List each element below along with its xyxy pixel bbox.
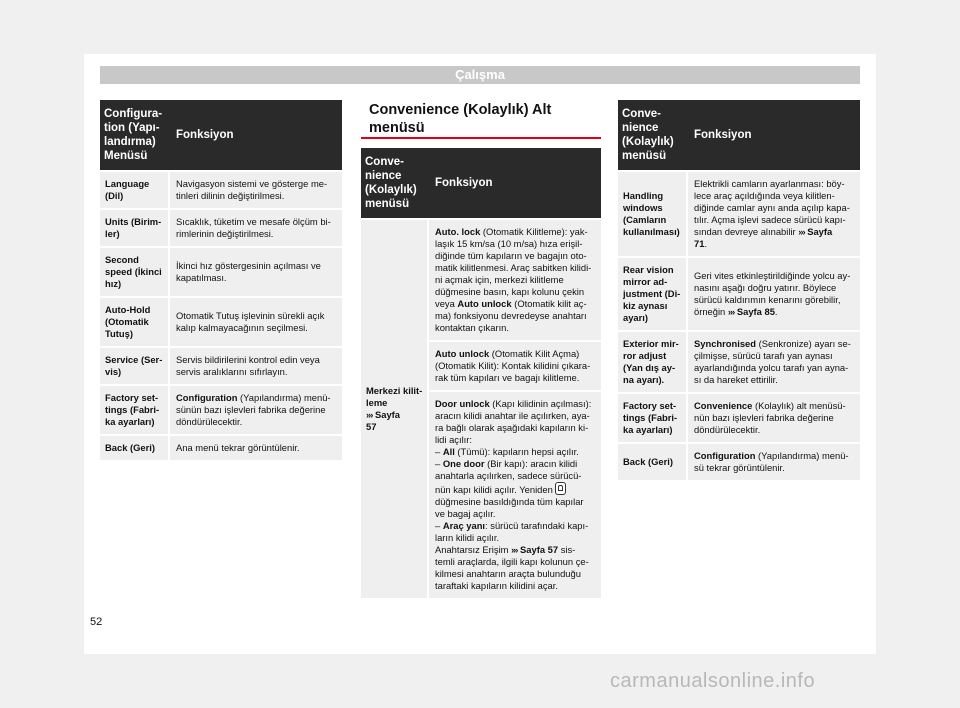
- col-header-menu: Conve- nience (Kolaylık) menüsü: [618, 100, 686, 170]
- row-key: Exterior mir- ror adjust (Yan dış ay- na ayarı).: [618, 332, 686, 392]
- row-key: Service (Ser- vis): [100, 348, 168, 384]
- row-value: Sıcaklık, tüketim ve mesafe ölçüm bi- rimlerinin değiştirilmesi.: [168, 210, 342, 246]
- row-key: Back (Geri): [100, 436, 168, 460]
- table-row: [100, 436, 342, 460]
- page-ref-arrow: ›››: [511, 544, 518, 555]
- auto-unlock-cell: Auto unlock (Otomatik Kilit Açma) (Otomatik Kilit): Kontak kilidini çıkara- rak tüm kapıları ve bagajı kilitleme.: [427, 342, 601, 390]
- row-key: Second speed (İkinci hız): [100, 248, 168, 296]
- watermark: carmanualsonline.info: [610, 670, 816, 692]
- title-underline: [361, 137, 601, 139]
- row-value: Elektrikli camların ayarlanması: böy- lece araç açıldığında veya kilitlen- diğinde camlar aynı anda açılıp kapa- tılır. Açma işlevi sadece sürücü kapı- sından devreye alınabilir ››› Sayfa 71.: [686, 172, 860, 256]
- row-key: Handling windows (Camların kullanılması): [618, 172, 686, 256]
- row-key: Rear vision mirror ad- justment (Di- kiz aynası ayarı): [618, 258, 686, 330]
- page-ref-arrow: ›››: [798, 226, 805, 237]
- row-key: Factory set- tings (Fabri- ka ayarları): [618, 394, 686, 442]
- row-key: Units (Birim- ler): [100, 210, 168, 246]
- table-row: [100, 348, 342, 384]
- table-row: [100, 210, 342, 246]
- central-locking-key: Merkezi kilit- leme ››› Sayfa 57: [361, 220, 427, 598]
- page-number: 52: [90, 616, 103, 628]
- row-key: Language (Dil): [100, 172, 168, 208]
- row-key: Back (Geri): [618, 444, 686, 480]
- configuration-table: [100, 98, 342, 462]
- row-key: Factory set- tings (Fabri- ka ayarları): [100, 386, 168, 434]
- row-value: Navigasyon sistemi ve gösterge me- tinleri dilinin değiştirilmesi.: [168, 172, 342, 208]
- col-header-function: Fonksiyon: [427, 148, 601, 218]
- col-header-menu: Configura- tion (Yapı- landırma) Menüsü: [100, 100, 168, 170]
- table-row: [100, 298, 342, 346]
- table-row: [100, 172, 342, 208]
- auto-lock-cell: Auto. lock (Otomatik Kilitleme): yak- laşık 15 km/sa (10 m/sa) hıza erişil- diğinde tüm kapıların ve bagajın oto- matik kilitlenmesi. Araç sabitken kilidi- ni açmak için, merkezi kilitleme düğmesine basın, kapı kolunu çekin veya Auto unlock (Otomatik kilit aç- ma) fonksiyonu devredeyse anahtarı kontaktan çıkarın.: [427, 220, 601, 340]
- convenience-title: Convenience (Kolaylık) Alt menüsü: [369, 102, 552, 136]
- page-ref-arrow: ›››: [727, 306, 735, 317]
- row-value: Configuration (Yapılandırma) menü- sü tekrar görüntülenir.: [686, 444, 860, 480]
- row-key: Auto-Hold (Otomatik Tutuş): [100, 298, 168, 346]
- row-value: Synchronised (Senkronize) ayarı se- çilmişse, sürücü tarafı yan aynası ayarlandığında yolcu tarafı yan ayna- sı da hareket ettirilir.: [686, 332, 860, 392]
- row-value: Configuration (Yapılandırma) menü- sünün bazı işlevleri fabrika değerine döndürülecektir.: [168, 386, 342, 434]
- row-value: Ana menü tekrar görüntülenir.: [168, 436, 342, 460]
- page-ref-arrow: ›››: [366, 409, 373, 420]
- door-unlock-cell: Door unlock (Kapı kilidinin açılması): aracın kilidi anahtar ile açılırken, aya- ra bağlı olarak aşağıdaki kapıların ki- lidi açılır: – All (Tümü): kapıların hepsi açılır. – One door (Bir kapı): aracın kilidi anahtarla açılırken, sadece sürücü- nün kapı kilidi açılır. Yeniden düğmesine basıldığında tüm kapılar ve bagaj açılır. – Araç yanı: sürücü tarafındaki kapı- ların kilidi açılır. Anahtarsız Erişim ››› Sayfa 57 sis- temli araçlarda, ilgili kapı kolunun çe- kilmesi anahtarın araçta bulunduğu taraftaki kapıların kilidini açar.: [427, 392, 601, 598]
- col-header-function: Fonksiyon: [686, 100, 860, 170]
- col-header-function: Fonksiyon: [168, 100, 342, 170]
- section-header: Çalışma: [100, 66, 860, 84]
- row-value: Servis bildirilerini kontrol edin veya servis aralıklarını sıfırlayın.: [168, 348, 342, 384]
- col-header-menu: Conve- nience (Kolaylık) menüsü: [361, 148, 427, 218]
- table-row: [100, 386, 342, 434]
- row-value: Convenience (Kolaylık) alt menüsü- nün bazı işlevleri fabrika değerine döndürülecektir.: [686, 394, 860, 442]
- convenience-table: [361, 146, 601, 600]
- unlock-button-icon: [555, 482, 566, 495]
- row-value: İkinci hız göstergesinin açılması ve kapatılması.: [168, 248, 342, 296]
- row-value: Geri vites etkinleştirildiğinde yolcu ay- nasını aşağı doğru yatırır. Böylece sürücü kaldırımın kenarını görebilir, örneğin ››› Sayfa 85.: [686, 258, 860, 330]
- convenience-table-continued: [618, 98, 860, 482]
- table-row: [100, 248, 342, 296]
- row-value: Otomatik Tutuş işlevinin sürekli açık kalıp kalmayacağının seçilmesi.: [168, 298, 342, 346]
